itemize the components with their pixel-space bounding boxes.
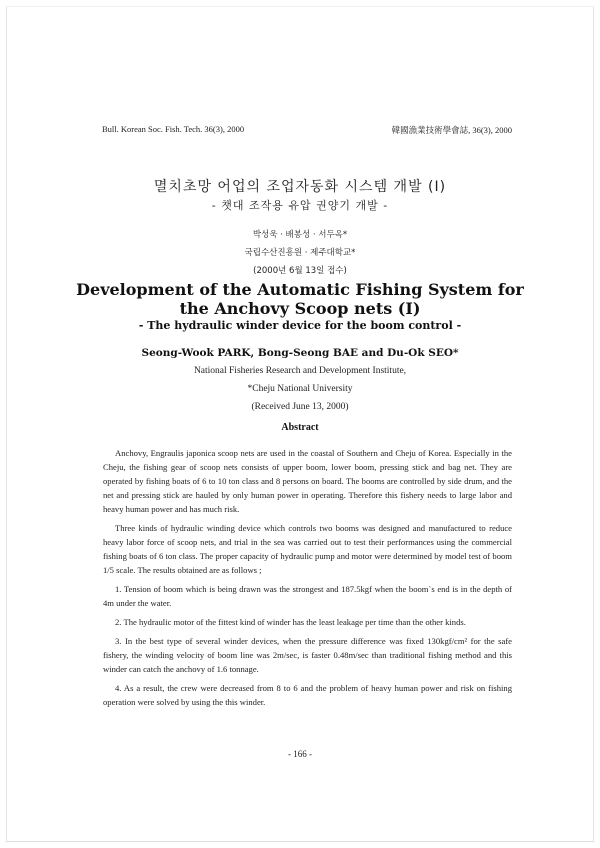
abstract-result-3: 3. In the best type of several winder devices, when the pressure difference was fixed 130kgf/cm² for the safe fishery, the winding velocity of boom line was 2m/sec, is faster 0.48m/sec than traditional fishing method and this winder can catch the anchovy of 1.6 tonnage. <box>103 636 512 674</box>
abstract-result-2: 2. The hydraulic motor of the fittest kind of winder has the least leakage per time than the other kinds. <box>115 617 466 627</box>
abstract-paragraph-1: Anchovy, Engraulis japonica scoop nets are used in the coastal of Southern and Cheju of Korea. Especially in the Cheju, the fishing gear of scoop nets consists of upper boom, lower boom, pressing stick and bag net. They are operated by fishing boats of 6 to 10 ton class and 8 persons on board. The booms are controlled by side drum, and the net and pressing stick are hauled by only human power in operating. Therefore this fishery needs to large labor and heavy human power and has much risk. <box>103 448 512 514</box>
english-title-line-2: the Anchovy Scoop nets (Ⅰ) <box>179 299 421 318</box>
korean-received-date: (2000년 6월 13일 접수) <box>253 266 347 276</box>
english-affiliation-2: *Cheju National University <box>247 384 353 394</box>
english-title-line-1: Development of the Automatic Fishing System for <box>76 280 524 299</box>
abstract-result-4: 4. As a result, the crew were decreased from 8 to 6 and the problem of heavy human power and risk on fishing operation were solved by using the this winder. <box>103 683 512 707</box>
journal-citation-english: Bull. Korean Soc. Fish. Tech. 36(3), 2000 <box>102 124 245 134</box>
running-header <box>102 124 512 136</box>
abstract-result-1: 1. Tension of boom which is being drawn was the strongest and 187.5kgf when the boom`s end is in the depth of 4m under the water. <box>103 584 512 608</box>
korean-subtitle: - 챗대 조작용 유압 권양기 개발 - <box>211 199 389 212</box>
abstract-paragraph-2: Three kinds of hydraulic winding device which controls two booms was designed and manufactured to reduce heavy labor force of scoop nets, and trial in the sea was carried out to test their performances using the commercial fishing boats of 6 ton class. The proper capacity of hydraulic pump and motor were determined by model test of boom 1/5 scale. The results obtained are as follows ; <box>103 523 512 575</box>
english-authors: Seong-Wook PARK, Bong-Seong BAE and Du-Ok SEO* <box>141 347 459 359</box>
journal-citation-korean: 韓國漁業技術學會誌, 36(3), 2000 <box>391 125 512 135</box>
english-affiliation-1: National Fisheries Research and Development Institute, <box>193 366 407 376</box>
abstract-body <box>103 446 512 714</box>
korean-authors: 박성욱 · 배봉성 · 서두옥* <box>252 230 348 240</box>
page-number: - 166 - <box>288 749 312 759</box>
korean-title: 멸치초망 어업의 조업자동화 시스템 개발 (Ⅰ) <box>153 179 447 195</box>
english-subtitle: - The hydraulic winder device for the boom control - <box>138 319 462 332</box>
english-received-date: (Received June 13, 2000) <box>251 402 349 412</box>
abstract-heading: Abstract <box>281 422 319 433</box>
korean-affiliation: 국립수산진흥원 · 제주대학교* <box>244 248 356 258</box>
